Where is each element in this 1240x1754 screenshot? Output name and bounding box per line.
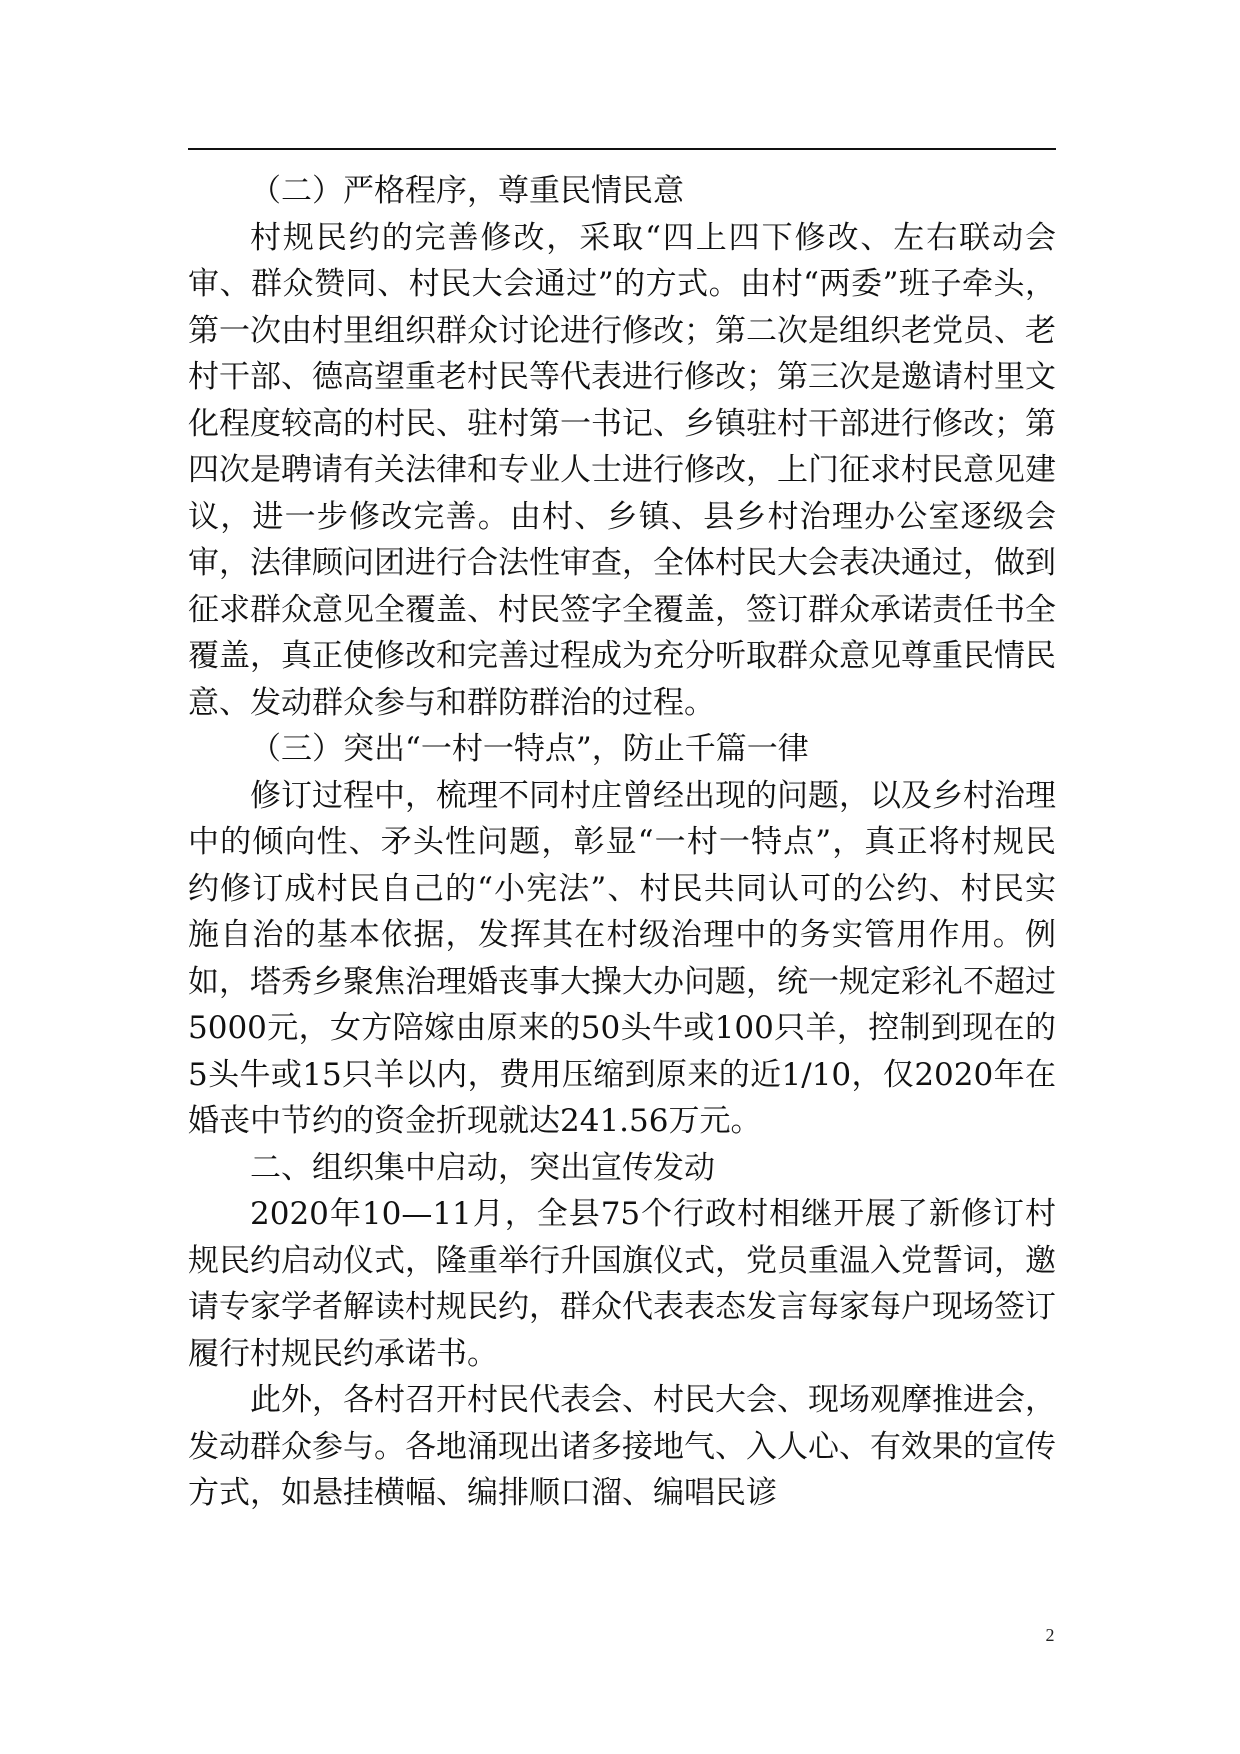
body-paragraph: 2020年10—11月，全县75个行政村相继开展了新修订村规民约启动仪式，隆重举行升国旗仪式，党员重温入党誓词，邀请专家学者解读村规民约，群众代表表态发言每家每户现场签订履行村规民约承诺书。 — [188, 1196, 1056, 1372]
document-body — [188, 168, 1056, 1517]
body-paragraph: 修订过程中，梳理不同村庄曾经出现的问题，以及乡村治理中的倾向性、矛头性问题，彰显“一村一特点”，真正将村规民约修订成村民自己的“小宪法”、村民共同认可的公约、村民实施自治的基本依据，发挥其在村级治理中的务实管用作用。例如，塔秀乡聚焦治理婚丧事大操大办问题，统一规定彩礼不超过5000元，女方陪嫁由原来的50头牛或100只羊，控制到现在的5头牛或15只羊以内，费用压缩到原来的近1/10，仅2020年在婚丧中节约的资金折现就达241.56万元。 — [188, 777, 1056, 1139]
body-paragraph: 村规民约的完善修改，采取“四上四下修改、左右联动会审、群众赞同、村民大会通过”的方式。由村“两委”班子牵头，第一次由村里组织群众讨论进行修改；第二次是组织老党员、老村干部、德高望重老村民等代表进行修改；第三次是邀请村里文化程度较高的村民、驻村第一书记、乡镇驻村干部进行修改；第四次是聘请有关法律和专业人士进行修改，上门征求村民意见建议，进一步修改完善。由村、乡镇、县乡村治理办公室逐级会审，法律顾问团进行合法性审查，全体村民大会表决通过，做到征求群众意见全覆盖、村民签字全覆盖，签订群众承诺责任书全覆盖，真正使修改和完善过程成为充分听取群众意见尊重民情民意、发动群众参与和群防群治的过程。 — [188, 219, 1056, 721]
header-rule — [188, 148, 1056, 150]
page-number: 2 — [1045, 1625, 1055, 1645]
section-heading-3: （三）突出“一村一特点”，防止千篇一律 — [250, 731, 809, 767]
body-paragraph: 此外，各村召开村民代表会、村民大会、现场观摩推进会，发动群众参与。各地涌现出诸多接地气、入人心、有效果的宣传方式，如悬挂横幅、编排顺口溜、编唱民谚 — [188, 1382, 1056, 1511]
section-heading-2: （二）严格程序，尊重民情民意 — [250, 173, 684, 209]
section-heading-part-2: 二、组织集中启动，突出宣传发动 — [250, 1149, 715, 1186]
